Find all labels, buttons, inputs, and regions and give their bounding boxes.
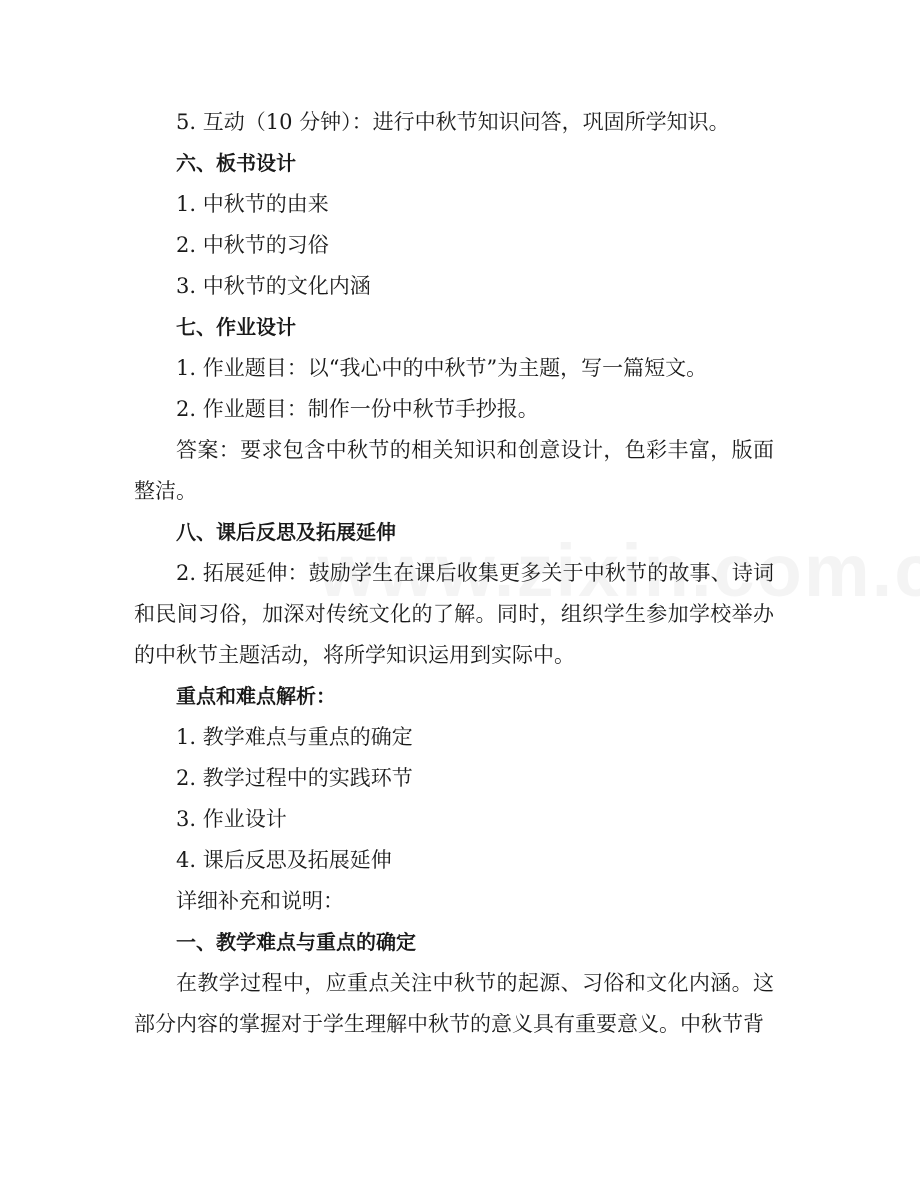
document-body xyxy=(134,102,774,1045)
detail-label: 详细补充和说明： xyxy=(176,889,344,913)
blackboard-item-3: 3. 中秋节的文化内涵 xyxy=(176,274,371,298)
extension-paragraph: 2. 拓展延伸：鼓励学生在课后收集更多关于中秋节的故事、诗词和民间习俗，加深对传统文化的了解。同时，组织学生参加学校举办的中秋节主题活动，将所学知识运用到实际中。 xyxy=(134,561,774,667)
key-point-item-4: 4. 课后反思及拓展延伸 xyxy=(176,848,392,872)
blackboard-item-2: 2. 中秋节的习俗 xyxy=(176,233,329,257)
key-point-item-2: 2. 教学过程中的实践环节 xyxy=(176,766,413,790)
interaction-step-line: 5. 互动（10 分钟）：进行中秋节知识问答，巩固所学知识。 xyxy=(176,110,730,134)
final-paragraph: 在教学过程中，应重点关注中秋节的起源、习俗和文化内涵。这部分内容的掌握对于学生理解中秋节的意义具有重要意义。中秋节背 xyxy=(134,971,774,1036)
blackboard-item-1: 1. 中秋节的由来 xyxy=(176,192,329,216)
homework-item-1: 1. 作业题目：以“我心中的中秋节”为主题，写一篇短文。 xyxy=(176,356,708,380)
key-point-item-3: 3. 作业设计 xyxy=(176,807,287,831)
section-heading-homework: 七、作业设计 xyxy=(176,315,296,339)
homework-answer-paragraph: 答案：要求包含中秋节的相关知识和创意设计，色彩丰富，版面整洁。 xyxy=(134,438,774,503)
key-point-item-1: 1. 教学难点与重点的确定 xyxy=(176,725,413,749)
section-heading-blackboard: 六、板书设计 xyxy=(176,151,296,175)
section-heading-reflection: 八、课后反思及拓展延伸 xyxy=(176,520,396,544)
key-points-heading: 重点和难点解析： xyxy=(176,684,336,708)
section-heading-key-difficulty: 一、教学难点与重点的确定 xyxy=(176,930,416,954)
homework-item-2: 2. 作业题目：制作一份中秋节手抄报。 xyxy=(176,397,539,421)
